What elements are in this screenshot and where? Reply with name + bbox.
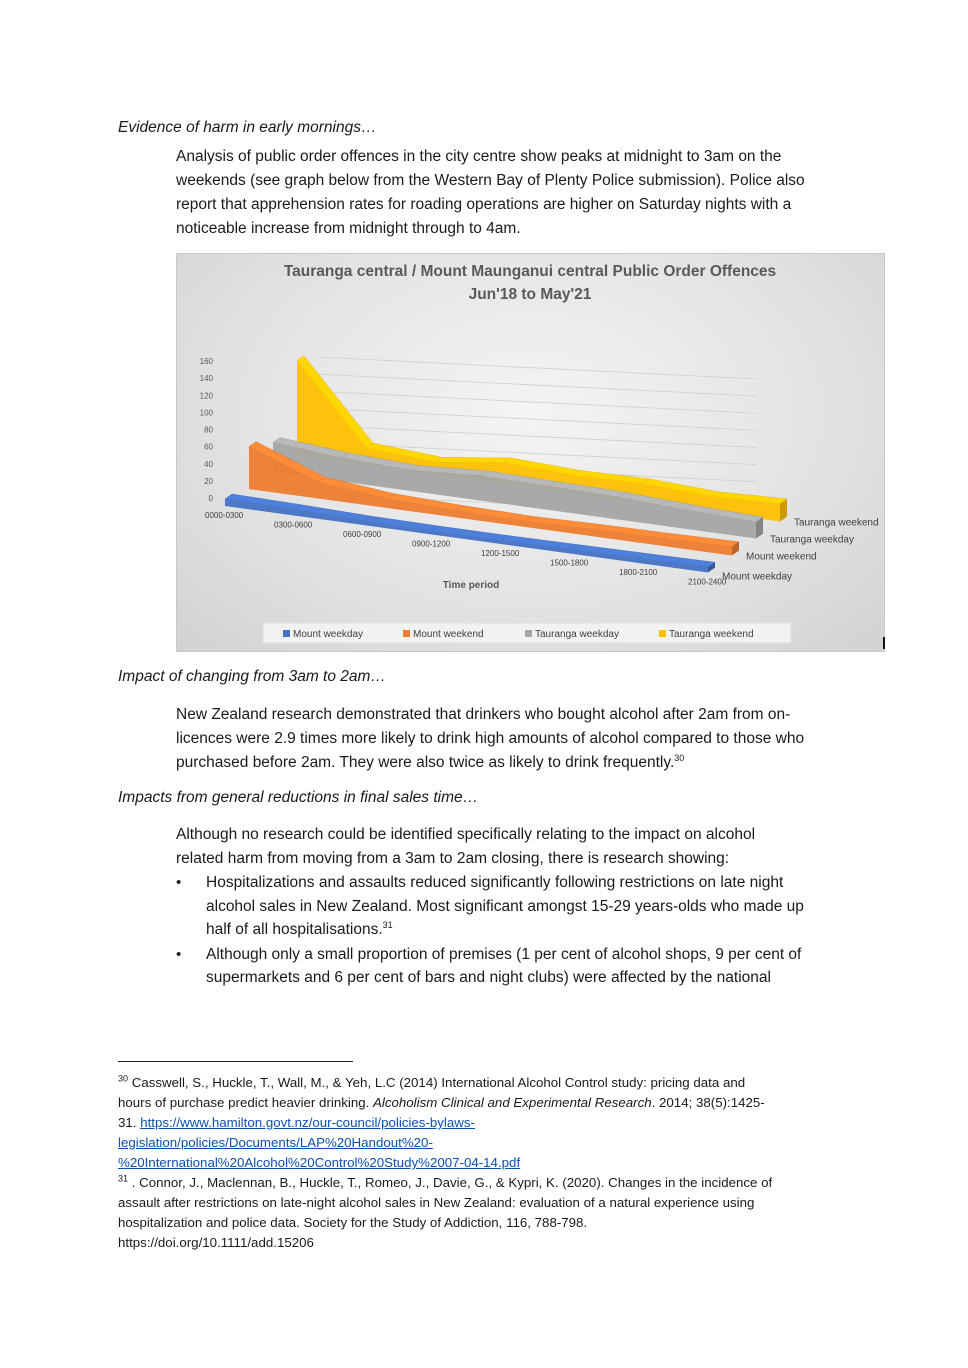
footnote-line: https://doi.org/10.1111/add.15206 [118, 1235, 314, 1250]
depth-label: Mount weekday [722, 571, 793, 583]
chart-series [225, 356, 787, 573]
section-heading-3am-to-2am: Impact of changing from 3am to 2am… [118, 668, 386, 685]
footnote-link-part-3[interactable]: %20International%20Alcohol%20Control%20Study%2007-04-14.pdf [118, 1155, 521, 1170]
gridline [317, 426, 757, 448]
legend-entry: Tauranga weekday [535, 629, 619, 640]
footnote-line: hospitalization and police data. Society for the Study of Addiction, 116, 788-798. [118, 1215, 588, 1230]
chart-title-line-1: Tauranga central / Mount Maunganui central Public Order Offences [283, 263, 777, 280]
footnote-line [118, 1173, 848, 1193]
footnote-line [118, 1133, 848, 1153]
y-axis-ticks [200, 357, 214, 503]
bullet-item-premises [176, 943, 876, 990]
text-line: alcohol sales in New Zealand. Most significant amongst 15-29 years-olds who made up [206, 897, 804, 915]
edge-mark [883, 637, 885, 649]
text-line-content: half of all hospitalisations. [206, 921, 383, 938]
text-line: • Hospitalizations and assaults reduced significantly following restrictions on late night [206, 874, 784, 891]
footnote-text: . 2014; 38(5):1425- [651, 1095, 765, 1110]
x-tick-label: 1500-1800 [550, 558, 589, 568]
bullet-list [176, 871, 876, 991]
x-tick-label: 1200-1500 [481, 549, 520, 558]
legend-swatch [283, 630, 290, 637]
x-tick-label: 0300-0600 [274, 520, 313, 530]
legend-swatch [525, 630, 532, 637]
text-line: weekends (see graph below from the Western Bay of Plenty Police submission). Police also [176, 172, 805, 189]
x-tick-label: 0900-1200 [412, 539, 451, 549]
footnote-journal: Alcoholism Clinical and Experimental Research [373, 1095, 652, 1110]
footnote-text: Casswell, S., Huckle, T., Wall, M., & Yeh, L.C (2014) International Alcohol Control study: pricing data and [128, 1075, 746, 1090]
y-tick-label: 60 [204, 442, 213, 452]
legend-entry: Mount weekend [413, 629, 484, 640]
paragraph-nz-research [176, 703, 876, 775]
x-tick-label: 1800-2100 [619, 568, 658, 577]
footnote-link-part-1[interactable]: https://www.hamilton.govt.nz/our-council/policies-bylaws- [140, 1115, 475, 1130]
y-tick-label: 80 [204, 425, 213, 435]
paragraph-public-order [176, 145, 876, 241]
text-line: New Zealand research demonstrated that drinkers who bought alcohol after 2am from on- [176, 706, 791, 723]
y-tick-label: 0 [208, 494, 213, 503]
paragraph-research-intro [176, 823, 876, 871]
footnote-line [118, 1073, 848, 1093]
footnote-text: 31. [118, 1115, 141, 1130]
x-tick-label: 0600-0900 [343, 530, 382, 539]
footnote-text: hours of purchase predict heavier drinking. [118, 1095, 373, 1110]
text-line: report that apprehension rates for roading operations are higher on Saturday nights with a [176, 196, 792, 213]
footnote-ref-31[interactable]: 31 [382, 919, 393, 930]
y-tick-label: 20 [204, 476, 213, 486]
text-line [206, 918, 876, 942]
footnote-text: . Connor, J., Maclennan, B., Huckle, T., Romeo, J., Davie, G., & Kypri, K. (2020). Changes in the incidence of [128, 1175, 773, 1190]
gridline [317, 357, 757, 379]
depth-label: Tauranga weekend [794, 517, 879, 529]
depth-label: Mount weekend [746, 551, 817, 563]
y-tick-label: 100 [199, 408, 213, 418]
x-tick-label: 2100-2400 [688, 577, 727, 587]
legend-swatch [659, 630, 666, 637]
text-line: related harm from moving from a 3am to 2am closing, there is research showing: [176, 850, 730, 867]
bullet-item-hospitalizations [176, 871, 876, 942]
text-line: • Although only a small proportion of premises (1 per cent of alcohol shops, 9 per cent of [206, 945, 802, 963]
gridline [317, 391, 757, 413]
text-line: noticeable increase from midnight through to 4am. [176, 220, 521, 237]
y-tick-label: 40 [204, 459, 213, 469]
depth-label: Tauranga weekday [770, 534, 854, 546]
gridline [317, 374, 757, 396]
section-heading-early-mornings: Evidence of harm in early mornings… [118, 119, 377, 136]
legend-entry: Mount weekday [293, 629, 364, 640]
public-order-offences-chart [176, 253, 885, 652]
footnote-31 [118, 1173, 848, 1253]
footnote-number: 31 [118, 1173, 129, 1184]
footnote-number: 30 [118, 1073, 129, 1084]
text-line [176, 751, 876, 775]
gridline [317, 408, 757, 430]
footnote-separator [118, 1061, 353, 1062]
chart-canvas [177, 254, 884, 651]
footnote-line [118, 1093, 848, 1113]
x-axis-label: Time period [442, 580, 500, 591]
text-line: Analysis of public order offences in the city centre show peaks at midnight to 3am on the [176, 148, 782, 165]
text-line: Although no research could be identified specifically relating to the impact on alcohol [176, 826, 756, 843]
area-top-segment [435, 457, 511, 463]
footnote-link-part-2[interactable]: legislation/policies/Documents/LAP%20Handout%20- [118, 1135, 433, 1150]
x-tick-label: 0000-0300 [205, 511, 244, 520]
legend-entry: Tauranga weekend [669, 629, 754, 640]
footnote-line [118, 1113, 848, 1133]
footnote-ref-30[interactable]: 30 [674, 752, 685, 763]
text-line: licences were 2.9 times more likely to drink high amounts of alcohol compared to those who [176, 730, 805, 747]
chart-title-line-2: Jun'18 to May'21 [468, 286, 592, 303]
y-tick-label: 120 [199, 391, 213, 401]
y-tick-label: 140 [199, 374, 213, 384]
footnote-30 [118, 1073, 848, 1173]
text-line-content: purchased before 2am. They were also twice as likely to drink frequently. [176, 754, 675, 771]
section-heading-final-sales: Impacts from general reductions in final sales time… [118, 789, 479, 806]
y-tick-label: 160 [199, 357, 213, 366]
footnote-line: assault after restrictions on late-night alcohol sales in New Zealand: evaluation of a natural experience using [118, 1195, 755, 1210]
text-line: supermarkets and 6 per cent of bars and night clubs) were affected by the national [206, 969, 771, 986]
footnote-line [118, 1153, 848, 1173]
legend-swatch [403, 630, 410, 637]
